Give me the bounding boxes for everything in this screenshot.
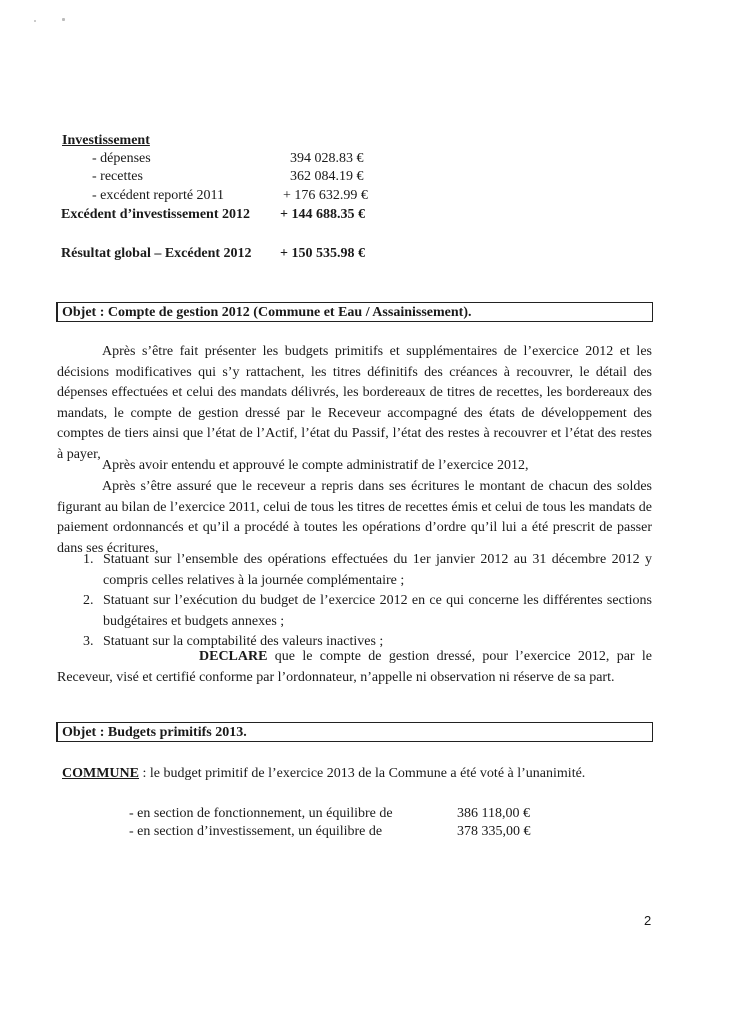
list-text: Statuant sur la comptabilité des valeurs inactives ; [103,634,384,650]
paragraph-approbation: Après avoir entendu et approuvé le compte administratif de l’exercice 2012, [102,458,529,473]
equilibre-label: - en section d’investissement, un équilibre de [129,824,383,839]
equilibre-value: 386 118,00 € [457,806,530,821]
row-label: - dépenses [92,151,151,166]
list-number: 2. [83,593,94,609]
investissement-row [92,168,382,186]
excedent-value: + 144 688.35 € [280,207,365,222]
excedent-investissement-row [61,206,381,224]
row-value: + 176 632.99 € [283,188,368,203]
list-item [57,550,652,591]
objet-budgets-primitifs-heading: Objet : Budgets primitifs 2013. [56,722,653,742]
equilibre-value: 378 335,00 € [457,824,531,839]
declare-keyword: DECLARE [199,649,268,664]
scan-speck [34,20,36,22]
list-text: Statuant sur l’ensemble des opérations effectuées du 1er janvier 2012 au 31 décembre 2012 y compris celles relatives à la journée complémentaire ; [103,552,652,588]
equilibre-row [129,823,549,841]
commune-line [62,766,585,782]
row-value: 394 028.83 € [290,151,364,166]
list-number: 1. [83,552,94,567]
declare-paragraph [57,647,652,688]
investissement-title: Investissement [62,133,150,148]
resultat-value: + 150 535.98 € [280,246,365,261]
excedent-label: Excédent d’investissement 2012 [61,207,250,222]
list-number: 3. [83,634,94,650]
row-label: - recettes [92,169,143,184]
commune-keyword: COMMUNE [62,766,139,781]
paragraph-receveur: Après s’être assuré que le receveur a repris dans ses écritures le montant de chacun des soldes figurant au bilan de l’exercice 2011, celui de tous les titres de recettes émis et celui de tous les mandats de paiement ordonnancés et qu’il a procédé à toutes les opérations d’ordre qu’il lui a été prescrit de passer dans ses écritures, [57,479,652,556]
list-item [57,591,652,632]
resultat-label: Résultat global – Excédent 2012 [61,246,252,261]
page-number: 2 [644,913,652,928]
investissement-row [92,150,382,168]
paragraph-presentation: Après s’être fait présenter les budgets primitifs et supplémentaires de l’exercice 2012 et les décisions modificatives qui s’y rattachent, les titres définitifs des créances à recouvrer, le détail des dépenses effectuées et celui des mandats délivrés, les bordereaux de titres de recettes, les bordereaux des mandats, le compte de gestion dressé par le Receveur accompagné des états de développement des comptes de tiers ainsi que l’état de l’Actif, l’état du Passif, l’état des restes à recouvrer et l’état des restes à payer, [57,344,652,462]
commune-text: : le budget primitif de l’exercice 2013 de la Commune a été voté à l’unanimité. [139,766,586,781]
declare-text: que le compte de gestion dressé, pour l’exercice 2012, par le Receveur, visé et certifié conforme par l’ordonnateur, n’appelle ni observation ni réserve de sa part. [57,649,652,685]
statuant-list [57,550,652,653]
objet-compte-gestion-heading: Objet : Compte de gestion 2012 (Commune et Eau / Assainissement). [56,302,653,322]
scan-speck [62,18,65,21]
row-value: 362 084.19 € [290,169,364,184]
list-text: Statuant sur l’exécution du budget de l’exercice 2012 en ce qui concerne les différentes sections budgétaires et budgets annexes ; [103,593,652,629]
equilibre-row [129,805,549,823]
equilibre-label: - en section de fonctionnement, un équilibre de [129,806,393,821]
investissement-row [92,187,382,205]
resultat-global-row [61,245,381,263]
row-label: - excédent reporté 2011 [92,188,225,203]
